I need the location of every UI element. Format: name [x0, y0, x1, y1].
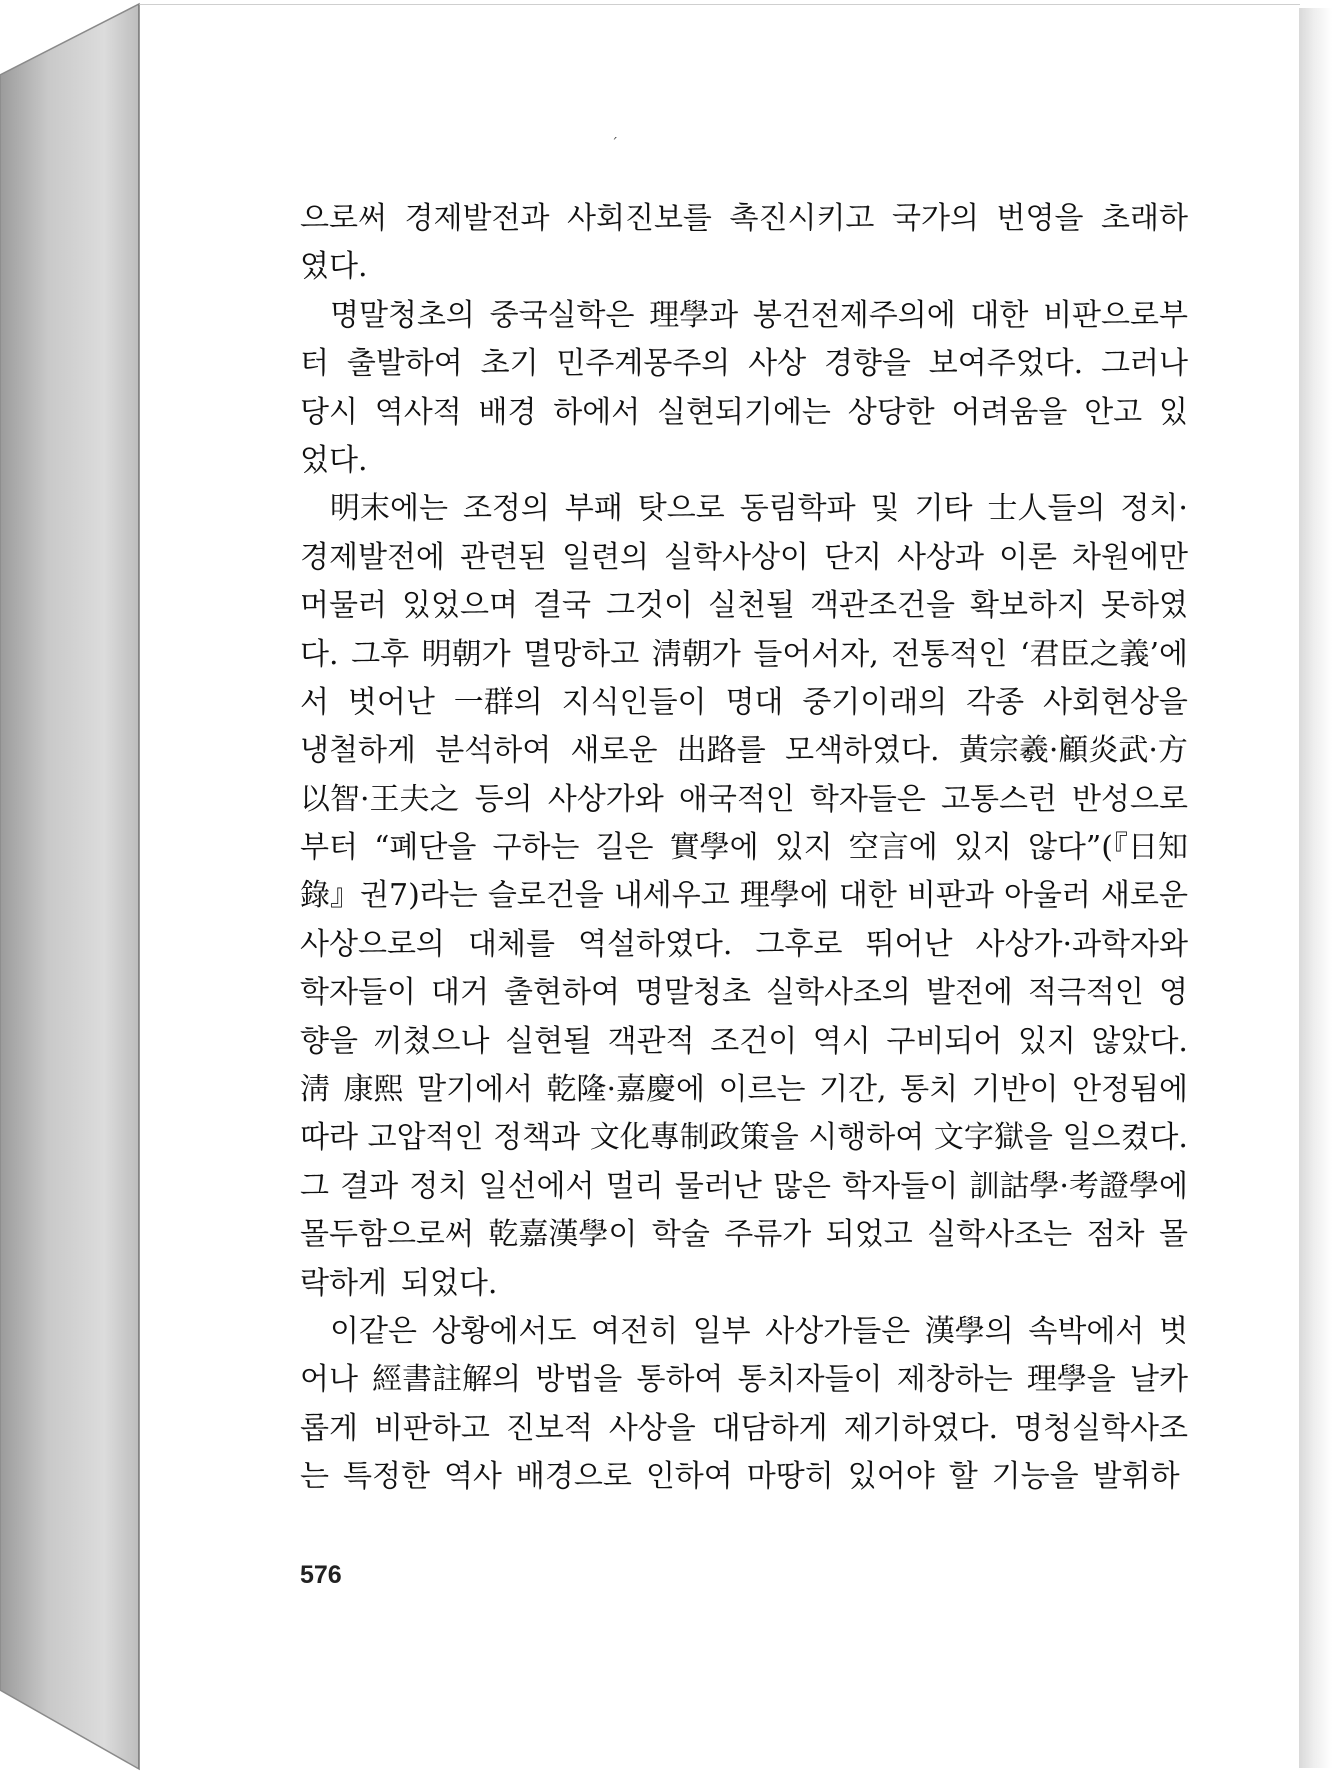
word: 黃宗羲·顧炎武·方 [958, 733, 1188, 769]
word: 文化專制政策을 [589, 1120, 799, 1156]
word: 마땅히 [746, 1459, 834, 1495]
word: 실천될 [708, 588, 795, 624]
word: 비판으로부 [1043, 297, 1188, 333]
word: 통치자들이 [737, 1362, 883, 1398]
word: 부패 [564, 491, 623, 527]
word: 촉진시키고 [729, 201, 875, 236]
word: 空言에 [848, 830, 938, 866]
word: 있었으며 [402, 588, 518, 624]
word: 사상과 [897, 539, 984, 575]
word: 漢學의 [924, 1313, 1014, 1349]
word: 아울러 [1003, 878, 1091, 914]
word: 그러나 [1101, 346, 1188, 382]
word: 기반이 [971, 1072, 1059, 1108]
word: 명말청초의 [330, 297, 475, 333]
word: 및 [870, 491, 900, 527]
word: 할 [948, 1459, 978, 1495]
word: 구비되어 [886, 1023, 1003, 1059]
text-line [300, 679, 1188, 727]
word: 었다. [300, 442, 368, 478]
word: 出路를 [676, 733, 766, 769]
word: 않았다. [1091, 1023, 1188, 1059]
word: 중기이래의 [802, 684, 948, 720]
word: 一群의 [453, 684, 543, 720]
word: 일선에서 [478, 1168, 595, 1204]
word: 있지 [953, 830, 1012, 866]
word: 실현되기에는 [657, 394, 831, 430]
word: 이같은 [330, 1313, 417, 1349]
word: 보여주었다. [928, 346, 1084, 382]
word: 민주계몽주의 [556, 346, 731, 382]
word: 구하는 [492, 830, 580, 866]
word: 영 [1158, 975, 1188, 1011]
word: 날카 [1129, 1362, 1188, 1398]
word: 초기 [480, 346, 539, 382]
word: 인하여 [645, 1459, 733, 1495]
word: 상황에서도 [431, 1313, 577, 1349]
word: 속박에서 [1028, 1313, 1145, 1349]
word: 확보하지 [970, 588, 1086, 624]
text-line [300, 1308, 1188, 1356]
word: 사상가·과학자와 [975, 926, 1188, 962]
word: 새로운 [570, 733, 658, 769]
word: 실학사조는 [927, 1217, 1073, 1253]
word: 결국 [533, 588, 591, 624]
word: 단지 [823, 539, 882, 575]
word: 멀리 [605, 1168, 664, 1204]
word: 멸망하고 [523, 636, 640, 672]
word: 대체를 [467, 926, 555, 962]
word: 사상으로의 [300, 926, 445, 962]
word: 경향을 [823, 346, 911, 382]
word: 반성으로 [1072, 781, 1188, 817]
word: 애국적인 [678, 781, 795, 817]
text-line [300, 824, 1188, 872]
word: 중국실학은 [489, 297, 635, 333]
word: “폐단을 [374, 830, 477, 866]
word: 제창하는 [896, 1362, 1013, 1398]
word: 사상 [748, 346, 807, 382]
word: 실학사상이 [664, 539, 809, 575]
word: 일련의 [561, 539, 649, 575]
word: 출발하여 [346, 346, 463, 382]
word: 경제발전과 [404, 201, 550, 236]
text-line [300, 534, 1188, 582]
word: 乾隆·嘉慶에 [546, 1072, 706, 1108]
word: 어나 [300, 1362, 358, 1398]
word: 있어야 [847, 1459, 935, 1495]
word: 그것이 [606, 588, 693, 624]
word: 서 [300, 684, 329, 720]
word: 淸朝가 [651, 636, 741, 672]
word: 끼쳤으나 [373, 1023, 490, 1059]
word: 몰 [1159, 1217, 1188, 1253]
word: 슬로건을 [487, 878, 604, 914]
word: 락하게 [300, 1265, 387, 1301]
word: 번영을 [996, 201, 1084, 236]
word: 명청실학사조 [1014, 1410, 1188, 1446]
word: 점차 [1086, 1217, 1145, 1253]
word: 부터 [300, 830, 358, 866]
text-line [300, 727, 1188, 775]
word: 못하였 [1101, 588, 1188, 624]
word: 지식인들이 [561, 684, 707, 720]
word: 그 [300, 1168, 329, 1204]
word: 객관조건을 [810, 588, 955, 624]
word: 고압적인 [367, 1120, 484, 1156]
word: 탓으로 [637, 491, 725, 527]
word: 는 [300, 1459, 329, 1495]
word: 그후 [351, 636, 410, 672]
word: 사상가와 [547, 781, 664, 817]
word: 통치 [900, 1072, 959, 1108]
word: 경제발전에 [300, 539, 445, 575]
paragraph [300, 195, 1188, 292]
text-line [300, 437, 1188, 485]
text-line [300, 969, 1188, 1017]
word: 비판과 [906, 878, 994, 914]
word: 明朝가 [421, 636, 511, 672]
word: 실학사조의 [765, 975, 911, 1011]
word: 머물러 [300, 588, 387, 624]
word: 향을 [300, 1023, 358, 1059]
word: 상당한 [847, 394, 935, 430]
word: 새로운 [1100, 878, 1188, 914]
word: 출현하여 [504, 975, 620, 1011]
word: 以智·王夫之 [300, 781, 460, 817]
word: 있지 [774, 830, 833, 866]
word: 사회진보를 [567, 201, 712, 236]
word: 들어서자, [753, 636, 879, 672]
paragraph [300, 485, 1188, 1308]
word: 대한 [838, 878, 897, 914]
word: 經書註解의 [372, 1362, 522, 1398]
word: 명말청초 [635, 975, 751, 1011]
word: 康熙 [343, 1072, 404, 1108]
word: 였다. [300, 249, 368, 285]
word: 벗 [1158, 1313, 1188, 1349]
text-line [300, 340, 1188, 388]
word: 理學에 [739, 878, 829, 914]
word: 학자들은 [809, 781, 926, 817]
word: 여전히 [591, 1313, 679, 1349]
word: 乾嘉漢學이 [488, 1217, 638, 1253]
word: 특정한 [342, 1459, 430, 1495]
text-line [300, 776, 1188, 824]
word: 객관적 [607, 1023, 695, 1059]
text-line [300, 1405, 1188, 1453]
paragraph [300, 1308, 1188, 1502]
word: 통하여 [636, 1362, 724, 1398]
word: 뛰어난 [865, 926, 953, 962]
word: 이론 [999, 539, 1057, 575]
text-line [300, 1163, 1188, 1211]
word: 어려움을 [951, 394, 1068, 430]
word: 理學과 [649, 297, 739, 333]
word: 각종 [966, 684, 1025, 720]
word: 않다”(『日知 [1027, 830, 1188, 866]
word: 있 [1158, 394, 1188, 430]
word: 많은 [773, 1168, 832, 1204]
text-line [300, 1114, 1188, 1162]
text-line [300, 1453, 1188, 1501]
word: 정치 [409, 1168, 468, 1204]
word: 당시 [300, 394, 358, 430]
word: 적극적인 [1027, 975, 1144, 1011]
word: 실현될 [505, 1023, 593, 1059]
word: 터 [300, 346, 329, 382]
text-line [300, 485, 1188, 533]
text-line [300, 195, 1188, 243]
word: 으로써 [300, 201, 387, 236]
word: 錄』권7)라는 [300, 878, 478, 914]
word: 결과 [340, 1168, 399, 1204]
word: 다. [300, 636, 339, 672]
text-line [300, 1018, 1188, 1066]
word: 사회현상을 [1043, 684, 1188, 720]
page-edge-shadow [1299, 8, 1332, 1768]
word: 대거 [430, 975, 489, 1011]
word: 차원에만 [1072, 539, 1188, 575]
text-line [300, 1066, 1188, 1114]
word: 주류가 [724, 1217, 812, 1253]
word: 일으켰다. [1062, 1120, 1188, 1156]
word: 역사 [443, 1459, 502, 1495]
word: 實學에 [669, 830, 759, 866]
word: 학술 [651, 1217, 710, 1253]
word: 일부 [692, 1313, 751, 1349]
word: 시행하여 [808, 1120, 925, 1156]
word: 사상가들은 [765, 1313, 911, 1349]
word: 訓詁學·考證學에 [969, 1168, 1188, 1204]
word: 롭게 [300, 1410, 358, 1446]
word: 조정의 [462, 491, 550, 527]
word: 발전에 [925, 975, 1013, 1011]
word: 학자들이 [300, 975, 416, 1011]
word: 봉건전제주의에 [752, 297, 956, 333]
word: 되었고 [825, 1217, 913, 1253]
word: 배경으로 [515, 1459, 632, 1495]
text-line [300, 631, 1188, 679]
word: 조건이 [710, 1023, 798, 1059]
word: 있지 [1017, 1023, 1076, 1059]
word: 역사적 [374, 394, 462, 430]
word: 동림학파 [739, 491, 856, 527]
paragraph [300, 292, 1188, 486]
word: 따라 [300, 1120, 358, 1156]
word: ‘君臣之義’에 [1019, 636, 1188, 672]
word: 역시 [812, 1023, 871, 1059]
word: 기타 [914, 491, 973, 527]
word: 말기에서 [417, 1072, 533, 1108]
text-line [300, 1260, 1188, 1308]
word: 대한 [970, 297, 1029, 333]
word: 배경 [478, 394, 537, 430]
word: 그후로 [755, 926, 843, 962]
word: 비판하고 [373, 1410, 490, 1446]
word: 안고 [1084, 394, 1143, 430]
word: 진보적 [505, 1410, 593, 1446]
word: 고통스런 [940, 781, 1057, 817]
word: 정치· [1120, 491, 1188, 527]
word: 士人들의 [987, 491, 1106, 527]
word: 물러난 [674, 1168, 762, 1204]
word: 하에서 [553, 394, 641, 430]
text-line [300, 1356, 1188, 1404]
word: 발휘하 [1092, 1459, 1180, 1495]
word: 理學을 [1026, 1362, 1116, 1398]
body-text [300, 195, 1188, 1502]
text-line [300, 1211, 1188, 1259]
text-line [300, 872, 1188, 920]
word: 냉철하게 [300, 733, 416, 769]
page-number: 576 [300, 1561, 342, 1589]
word: 대담하게 [711, 1410, 828, 1446]
word: 되었다. [400, 1265, 498, 1301]
word: 몰두함으로써 [300, 1217, 474, 1253]
word: 방법을 [535, 1362, 623, 1398]
word: 초래하 [1101, 201, 1188, 236]
scan-speck: ˊ [611, 136, 618, 152]
word: 文字獄을 [933, 1120, 1053, 1156]
text-line [300, 582, 1188, 630]
word: 이르는 [718, 1072, 806, 1108]
word: 기능을 [991, 1459, 1079, 1495]
word: 국가의 [891, 201, 979, 236]
word: 안정됨에 [1072, 1072, 1188, 1108]
word: 등의 [474, 781, 533, 817]
word: 분석하여 [435, 733, 552, 769]
word: 학자들이 [842, 1168, 959, 1204]
word: 明末에는 [330, 491, 448, 527]
word: 내세우고 [613, 878, 730, 914]
word: 역설하였다. [578, 926, 733, 962]
text-line [300, 921, 1188, 969]
word: 길은 [595, 830, 654, 866]
word: 모색하였다. [785, 733, 940, 769]
word: 淸 [300, 1072, 330, 1108]
text-line [300, 292, 1188, 340]
word: 사상을 [608, 1410, 696, 1446]
word: 기간, [819, 1072, 887, 1108]
word: 제기하였다. [843, 1410, 999, 1446]
word: 관련된 [459, 539, 547, 575]
word: 벗어난 [347, 684, 435, 720]
word: 정책과 [493, 1120, 581, 1156]
word: 명대 [725, 684, 784, 720]
text-line [300, 243, 1188, 291]
word: 전통적인 [891, 636, 1008, 672]
text-line [300, 389, 1188, 437]
